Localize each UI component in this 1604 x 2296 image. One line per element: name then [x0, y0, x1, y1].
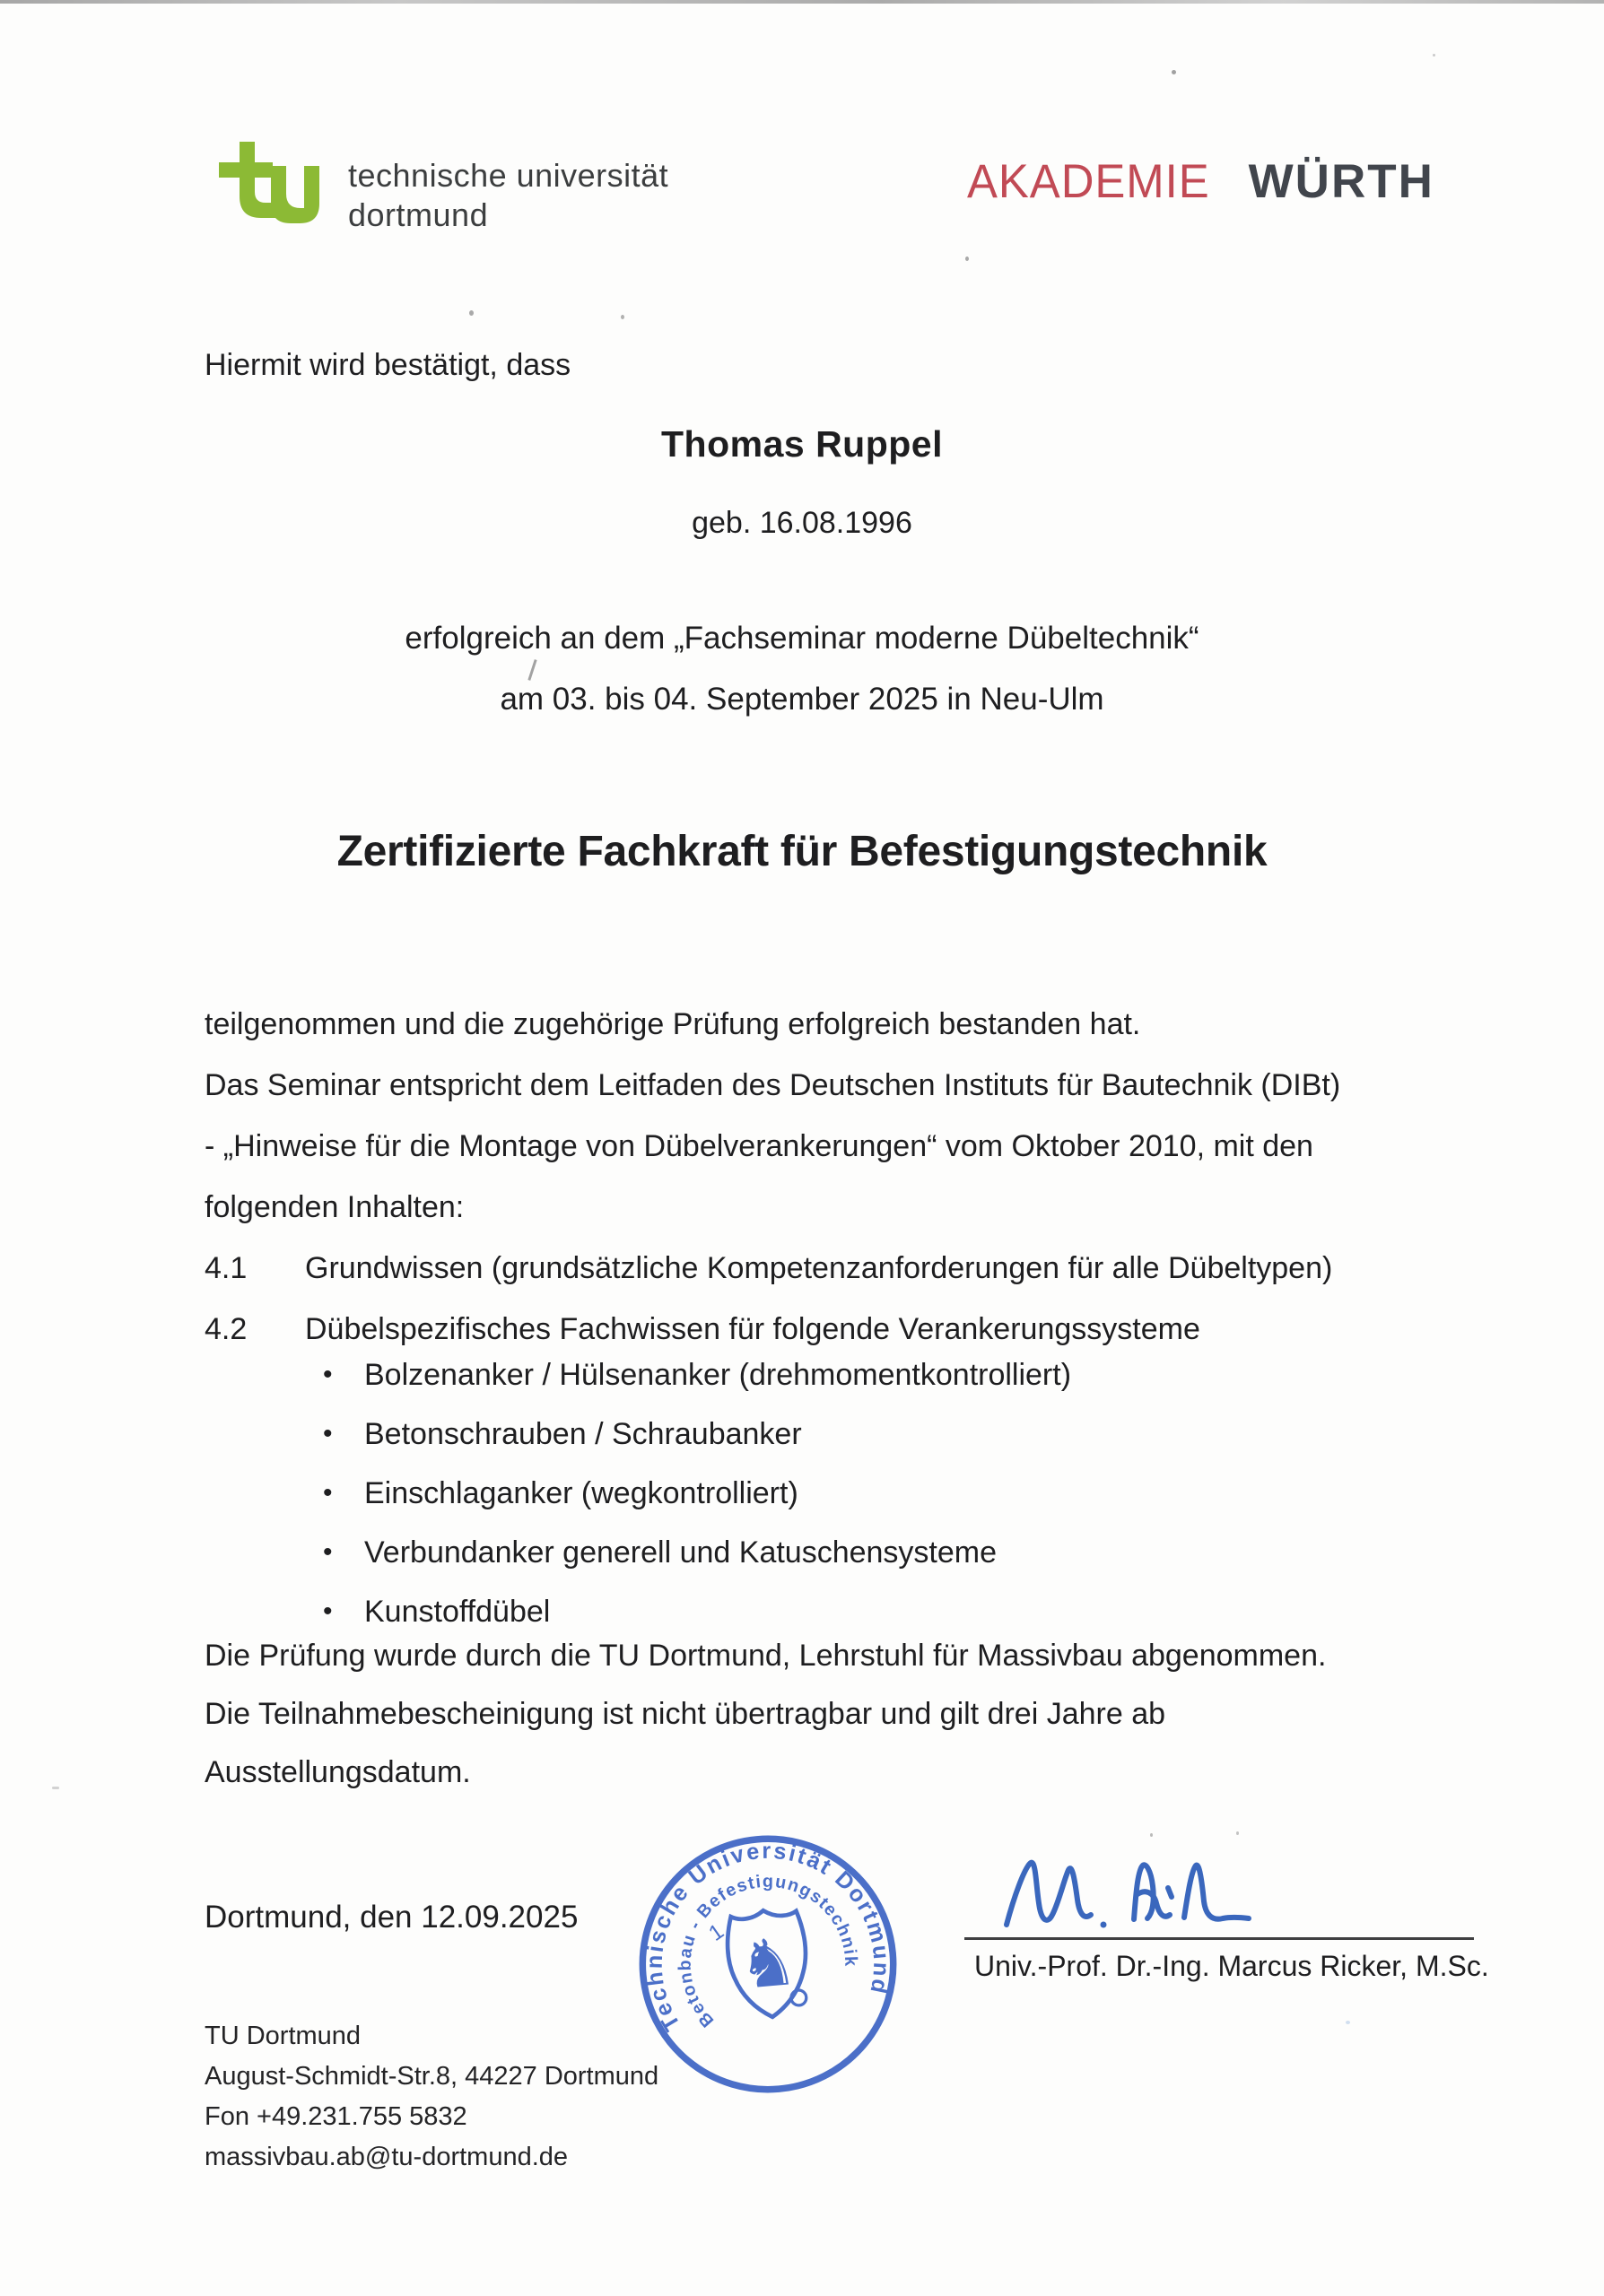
body-paragraphs [205, 994, 1478, 1360]
closing-paragraphs [205, 1627, 1478, 1802]
list-item [323, 1464, 1071, 1523]
contact-phone: Fon +49.231.755 5832 [205, 2102, 467, 2131]
contact-block [205, 2016, 658, 2178]
scan-speck [1433, 54, 1435, 57]
signature-line [964, 1937, 1474, 1940]
signature-ink [994, 1846, 1254, 1944]
contact-email: massivbau.ab@tu-dortmund.de [205, 2143, 569, 2171]
issue-place-date: Dortmund, den 12.09.2025 [205, 1900, 579, 1935]
bullet-icon: • [323, 1419, 333, 1448]
tu-logo-line1: technische universität [348, 157, 669, 194]
topic-text: Dübelspezifisches Fachwissen für folgende Verankerungssysteme [305, 1312, 1200, 1346]
seminar-line2: am 03. bis 04. September 2025 in Neu-Ulm [500, 682, 1104, 717]
topic-number: 4.2 [205, 1312, 248, 1346]
bullet-icon: • [323, 1596, 333, 1626]
tu-logo-text [348, 156, 668, 235]
scan-speck [52, 1787, 59, 1789]
list-item-text: Verbundanker generell und Katuschensysteme [364, 1535, 998, 1570]
list-item-text: Einschlaganker (wegkontrolliert) [364, 1476, 798, 1510]
tu-logo-line2: dortmund [348, 196, 489, 233]
body-paragraph: teilgenommen und die zugehörige Prüfung erfolgreich bestanden hat. [205, 1007, 1141, 1041]
body-paragraph: - „Hinweise für die Montage von Dübelverankerungen“ vom Oktober 2010, mit den [205, 1129, 1313, 1163]
scan-speck [621, 315, 624, 319]
university-round-stamp [622, 1818, 913, 2109]
akademie-wuerth-logo [967, 154, 1434, 209]
signature-stroke-tail [1184, 1866, 1249, 1919]
participant-birthdate: geb. 16.08.1996 [692, 506, 912, 540]
closing-paragraph: Ausstellungsdatum. [205, 1755, 471, 1789]
scan-speck [1150, 1833, 1153, 1837]
list-item [323, 1345, 1071, 1405]
akademie-wordmark: AKADEMIE [967, 155, 1210, 208]
stamp-inner-text: Betonbau - Befestigungstechnik [675, 1871, 861, 2031]
scan-speck [469, 310, 474, 316]
wuerth-wordmark: WÜRTH [1248, 155, 1434, 208]
contact-address: August-Schmidt-Str.8, 44227 Dortmund [205, 2062, 659, 2091]
signatory-name: Univ.-Prof. Dr.-Ing. Marcus Ricker, M.Sc. [974, 1950, 1489, 1982]
stamp-outer-text: Technische Universität Dortmund [641, 1838, 894, 2036]
signature-stroke-m [1007, 1863, 1091, 1925]
closing-paragraph: Die Prüfung wurde durch die TU Dortmund, Lehrstuhl für Massivbau abgenommen. [205, 1639, 1327, 1673]
intro-line: Hiermit wird bestätigt, dass [205, 348, 571, 382]
scan-edge-artifact [0, 0, 1604, 4]
closing-paragraph: Die Teilnahmebescheinigung ist nicht übertragbar und gilt drei Jahre ab [205, 1697, 1166, 1731]
tu-dortmund-logo-icon [219, 142, 328, 226]
seminar-line1: erfolgreich an dem „Fachseminar moderne Dübeltechnik“ [405, 621, 1199, 656]
bullet-icon: • [323, 1360, 333, 1389]
list-item-text: Betonschrauben / Schraubanker [364, 1417, 802, 1451]
list-item [323, 1405, 1071, 1464]
signature-dot [1101, 1922, 1107, 1928]
scan-stray-mark [527, 659, 536, 681]
scan-speck [1172, 70, 1176, 74]
list-item-text: Kunstoffdübel [364, 1595, 551, 1629]
anchor-systems-list [323, 1345, 1071, 1641]
list-item [323, 1523, 1071, 1582]
contact-org: TU Dortmund [205, 2022, 362, 2050]
participant-name: Thomas Ruppel [660, 423, 944, 465]
body-paragraph: folgenden Inhalten: [205, 1190, 465, 1224]
stamp-number: 1 [704, 1919, 728, 1946]
topic-number: 4.1 [205, 1251, 248, 1285]
certificate-title: Zertifizierte Fachkraft für Befestigungstechnik [336, 828, 1268, 875]
topic-text: Grundwissen (grundsätzliche Kompetenzanforderungen für alle Dübeltypen) [305, 1251, 1333, 1285]
scan-speck [965, 257, 969, 261]
scan-speck [1236, 1831, 1239, 1835]
bullet-icon: • [323, 1478, 333, 1508]
topic-row [205, 1238, 1478, 1299]
bullet-icon: • [323, 1537, 333, 1567]
body-paragraph: Das Seminar entspricht dem Leitfaden des Deutschen Instituts für Bautechnik (DIBt) [205, 1068, 1341, 1102]
signature-tick [1168, 1888, 1172, 1897]
scan-speck [1346, 2021, 1350, 2024]
list-item-text: Bolzenanker / Hülsenanker (drehmomentkontrolliert) [364, 1358, 1072, 1392]
horse-emblem-icon: ♞ [735, 1925, 801, 2004]
